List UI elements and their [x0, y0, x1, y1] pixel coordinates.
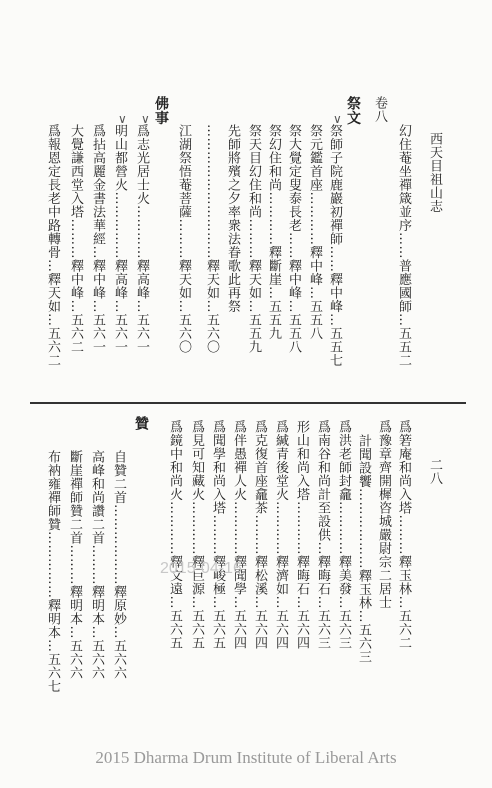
toc-entry: 布衲雍禪師贊……………釋明本…五六七	[45, 450, 60, 693]
toc-entry: 爲洪老師封龕…………釋美發…五六三	[336, 420, 351, 650]
toc-entry: 爲志光居士火…………釋高峰…五六一	[134, 124, 149, 354]
page-number: 二八	[427, 458, 442, 485]
toc-entry: 江湖祭悟菴菩薩………釋天如…五六〇	[176, 124, 191, 354]
section-heading-foshi: 佛事	[153, 96, 169, 125]
check-mark-icon: ∨	[118, 112, 127, 126]
toc-entry: 祭師子院鹿巖初禪師……釋中峰…五五七	[327, 124, 342, 367]
check-mark-icon: ∨	[141, 112, 150, 126]
toc-entry: 自贊二首………………釋原妙…五六六	[111, 450, 126, 680]
toc-entry: 爲拈高麗金書法華經…釋中峰…五六一	[90, 124, 105, 354]
toc-entry: 祭大覺定叟泰長老……釋中峰…五五八	[286, 124, 301, 354]
toc-entry: 大覺謙西堂入塔………釋中峰…五六二	[68, 124, 83, 354]
date-stamp: 2015-04-16	[160, 560, 242, 577]
toc-entry: 爲豫章齊開樨咨城嚴尉宗二居士	[376, 420, 391, 609]
check-mark-icon: ∨	[333, 112, 342, 126]
section-heading-zan: 贊	[133, 416, 149, 431]
toc-entry: 爲箬庵和尚入塔………釋玉林…五六二	[396, 420, 411, 650]
toc-entry: 爲南谷和尚計至設供…釋晦石…五六三	[315, 420, 330, 650]
toc-entry: 計聞設饗………………釋玉林…五六三	[356, 434, 371, 664]
toc-entry: 祭天目幻住和尚………釋天如…五五九	[246, 124, 261, 354]
toc-entry: 爲鏡中和尚火…………釋文遠…五六五	[167, 420, 182, 650]
toc-entry: 幻住菴坐禪箴並序……普應國師…五五二	[396, 124, 411, 367]
toc-entry: 祭元鑑首座…………釋中峰…五五八	[307, 124, 322, 340]
toc-entry: 爲克復首座龕茶………釋松溪…五六四	[252, 420, 267, 650]
toc-entry: 先師將殯之夕率衆法眷歌此再祭	[225, 124, 240, 313]
footer-credit: 2015 Dharma Drum Institute of Liberal Arts	[95, 748, 397, 767]
section-divider	[30, 402, 466, 404]
volume-label: 卷八	[372, 96, 387, 123]
toc-entry: 爲伴愚禪人火…………釋聞學…五六四	[231, 420, 246, 650]
book-title: 西天目祖山志	[427, 132, 442, 213]
toc-entry: 斷崖禪師贊二首………釋明本…五六六	[67, 450, 82, 680]
toc-entry: 爲聞學和尚入塔………釋峻極…五六五	[210, 420, 225, 650]
toc-entry: 爲見可知藏火…………釋巨源…五六五	[189, 420, 204, 650]
toc-entry: 明山都營火……………釋高峰…五六一	[112, 124, 127, 354]
toc-entry: …………………………釋天如…五六〇	[204, 124, 219, 354]
toc-entry: 爲報恩定長老中路轉骨…釋天如…五六二	[45, 124, 60, 367]
toc-entry: 爲緘青後堂火…………釋濟如…五六四	[273, 420, 288, 650]
section-heading-jiwen: 祭文	[345, 96, 361, 125]
toc-entry: 高峰和尚讚二首………釋明本…五六六	[89, 450, 104, 680]
toc-entry: 祭幻住和尚…………釋斷崖…五五九	[266, 124, 281, 340]
toc-entry: 形山和尚入塔…………釋晦石…五六四	[294, 420, 309, 650]
